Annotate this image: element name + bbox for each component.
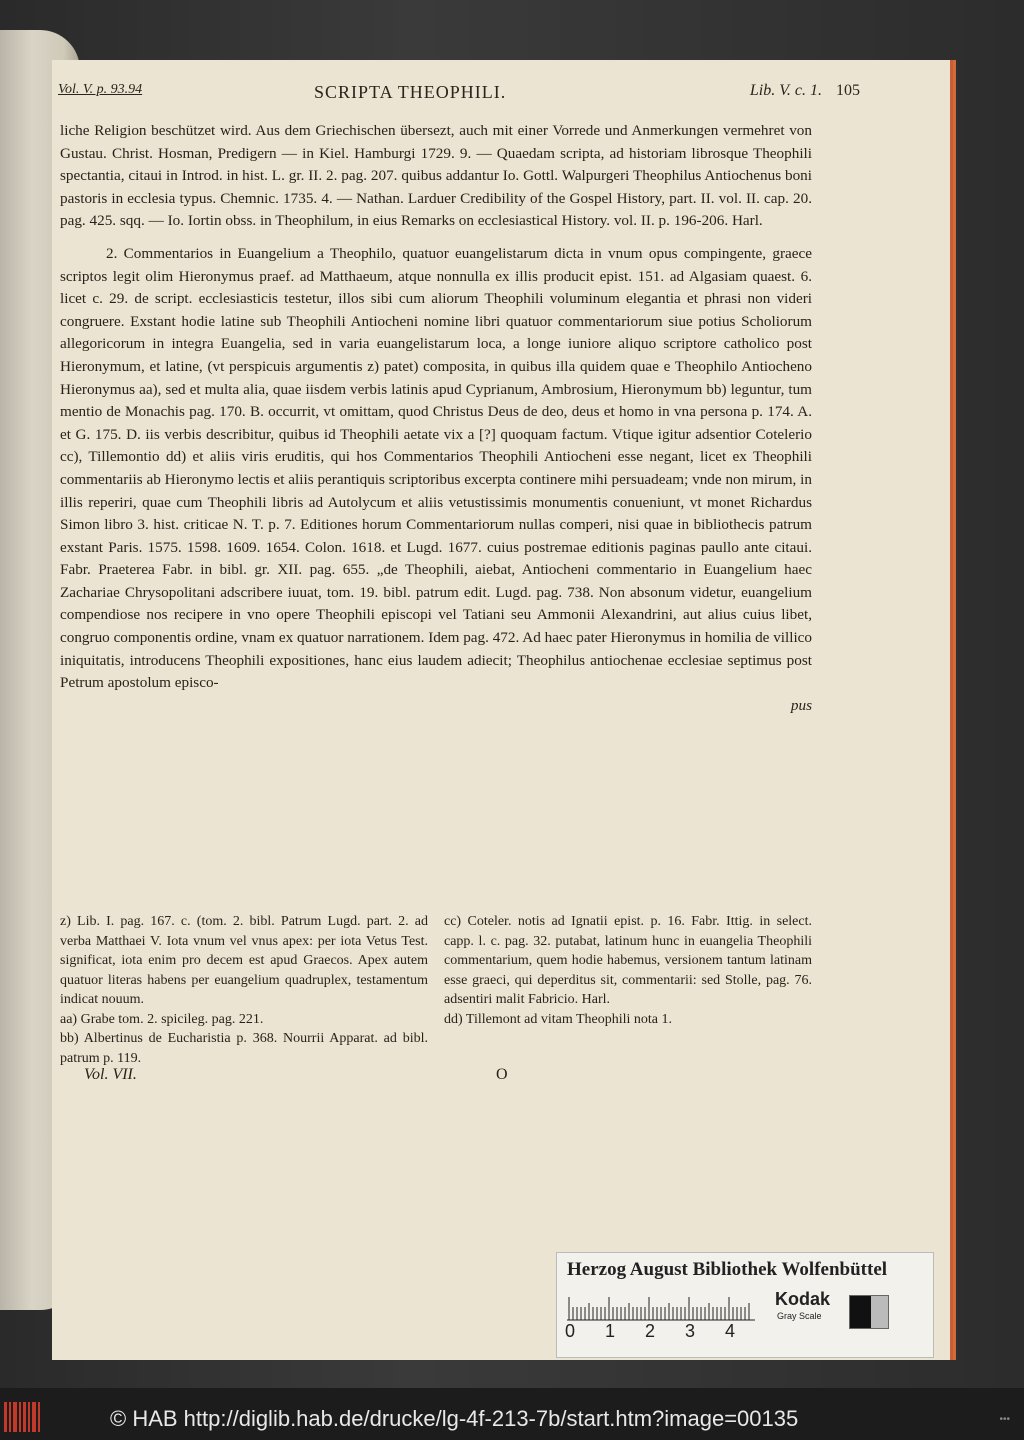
scale-number-3: 3	[685, 1321, 696, 1341]
kodak-subtitle: Gray Scale	[777, 1311, 822, 1321]
main-text	[60, 120, 812, 717]
volume-mark: Vol. VII.	[84, 1066, 137, 1083]
footnote-dd: dd) Tillemont ad vitam Theophili nota 1.	[444, 1011, 673, 1027]
footnotes-right-column	[444, 912, 812, 1029]
signature-line	[84, 1066, 684, 1084]
ruler-numbers	[565, 1321, 765, 1345]
signature-letter: O	[496, 1066, 508, 1083]
running-head	[58, 82, 860, 106]
kodak-logo: Kodak	[775, 1289, 831, 1309]
library-name: Herzog August Bibliothek Wolfenbüttel	[567, 1259, 888, 1280]
running-head-section: Lib. V. c. 1.	[749, 82, 822, 99]
running-head-title: SCRIPTA THEOPHILI.	[314, 82, 507, 102]
running-head-right	[750, 82, 860, 100]
catchword: pus	[790, 696, 812, 714]
scale-number-4: 4	[725, 1321, 736, 1341]
gray-scale-swatch	[849, 1295, 889, 1329]
footnote-cc: cc) Coteler. notis ad Ignatii epist. p. 16. Fabr. Ittig. in select. capp. l. c. pag. 32. putabat, latinum hunc in euangelia Theophili commentarium, quem hodie habemus, versionem tantum latinam esse graeci, qui deperditus sit, commentarii: sed Stolle, pag. 76. adsentiri malit Fabricio. Harl.	[444, 914, 812, 1007]
paragraph-2: 2. Commentarios in Euangelium a Theophilo, quatuor euangelistarum dicta in vnum opus compingente, graece scriptos legit olim Hieronymus praef. ad Matthaeum, atque nonnulla ex illis producit epist. 151. ad Algasiam quaest. 6. licet c. 29. de script. ecclesiasticis testetur, illos sibi cum aliorum Theophili voluminum elegantia et phrasi non videri congruere. Exstant hodie latine sub Theophili Antiocheni nomine libri quatuor commentariorum siue potius Scholiorum allegoricorum in integra Euangelia, sed in varia euangelistarum loca, a longe iuniore aliquo scriptore catholico post Hieronymum, et latine, (vt perspicuis argumentis z) patet) composita, in quibus illa quidem quae e Theophilo Antiocheno Hieronymus aa), sed et multa alia, quae iisdem verbis latinis apud Cyprianum, Ambrosium, Hieronymum bb) leguntur, tum mentio de Monachis pag. 170. B. occurrit, vt omittam, quod Christus Deus de deo, deus et homo in vna persona p. 174. A. et G. 175. D. iis verbis describitur, quibus id Theophili aetate vix a [?] quoquam factum. Vtique igitur adsentior Cotelerio cc), Tillemontio dd) et aliis viris eruditis, qui hos Commentarios Theophili Antiocheni esse negant, licet ex Theophili commentariis ab Hieronymo lectis et aliis perantiquis scriptoribus excerpta continere mihi persuadeam; vnde non mirum, in illis reperiri, quae cum Theophili libris ad Autolycum et aliis vetustissimis monumentis conueniunt, vt monet Richardus Simon libro 3. hist. criticae N. T. p. 7. Editiones horum Commentariorum nullas comperi, nisi quae in bibliothecis patrum exstant Paris. 1575. 1598. 1609. 1654. Colon. 1618. et Lugd. 1677. cuius postremae editionis paginas paullo ante citaui. Fabr. Praeterea Fabr. in bibl. gr. XII. pag. 655. „de Theophili, aiebat, Antiocheni commentario in Euangelium haec Zachariae Chrysopolitani adscribere iuuat, tom. 19. bibl. patrum edit. Lugd. pag. 738. Non absonum videtur, euangelium compendiose nos recipere in vno opere Theophili episcopi vel Tatiani seu Ammonii Alexandrini, aut alius cuius libet, congruo componentis ordine, vnam ex quatuor narrationem. Idem pag. 472. Ad haec pater Hieronymus in homilia de villico iniquitatis, introducens Theophili expositiones, hanc eius laudem adiecit; Theophilus antiochenae ecclesiae septimus post Petrum apostolum episco-	[60, 244, 813, 692]
footnote-aa: aa) Grabe tom. 2. spicileg. pag. 221.	[60, 1011, 264, 1027]
library-scale-card	[556, 1252, 934, 1358]
page-number: 105	[836, 82, 860, 99]
paragraph-1: liche Religion beschützet wird. Aus dem Griechischen übersezt, auch mit einer Vorrede und Anmerkungen vermehret von Gustau. Christ. Hosman, Predigern — in Kiel. Hamburgi 1729. 9. — Quaedam scripta, ad historiam librosque Theophili spectantia, citaui in Introd. in hist. L. gr. II. 2. pag. 207. quibus addantur Io. Gottl. Walpurgeri Theophilus Antiochenus boni pastoris in ecclesia typus. Chemnic. 1735. 4. — Nathan. Larduer Credibility of the Gospel History, part. II. vol. II. cap. 20. pag. 425. sqq. — Io. Iortin obss. in Theophilum, in eius Remarks on ecclesiastical History. vol. II. p. 196-206. Harl.	[60, 122, 812, 230]
ruler-scale-icon	[567, 1295, 755, 1321]
scale-number-2: 2	[645, 1321, 656, 1341]
scale-number-0: 0	[565, 1321, 576, 1341]
running-head-left: Vol. V. p. 93.94	[58, 82, 143, 97]
footnotes-left-column	[60, 912, 428, 1068]
footnote-bb: bb) Albertinus de Eucharistia p. 368. Nourrii Apparat. ad bibl. patrum p. 119.	[60, 1031, 428, 1066]
scale-number-1: 1	[605, 1321, 616, 1341]
footer-dots-icon: •••	[999, 1414, 1010, 1425]
footnote-z: z) Lib. I. pag. 167. c. (tom. 2. bibl. Patrum Lugd. part. 2. ad verba Matthaei V. Iota vnum vel vnus apex: per iota Vetus Test. significat, iota enim pro decem est apud Graecos. Apex autem quatuor literas habens per euangelium quadruplex, testamentum indicat nouum.	[60, 914, 428, 1007]
copyright-url: © HAB http://diglib.hab.de/drucke/lg-4f-213-7b/start.htm?image=00135	[110, 1406, 799, 1431]
barcode-icon	[4, 1402, 44, 1432]
